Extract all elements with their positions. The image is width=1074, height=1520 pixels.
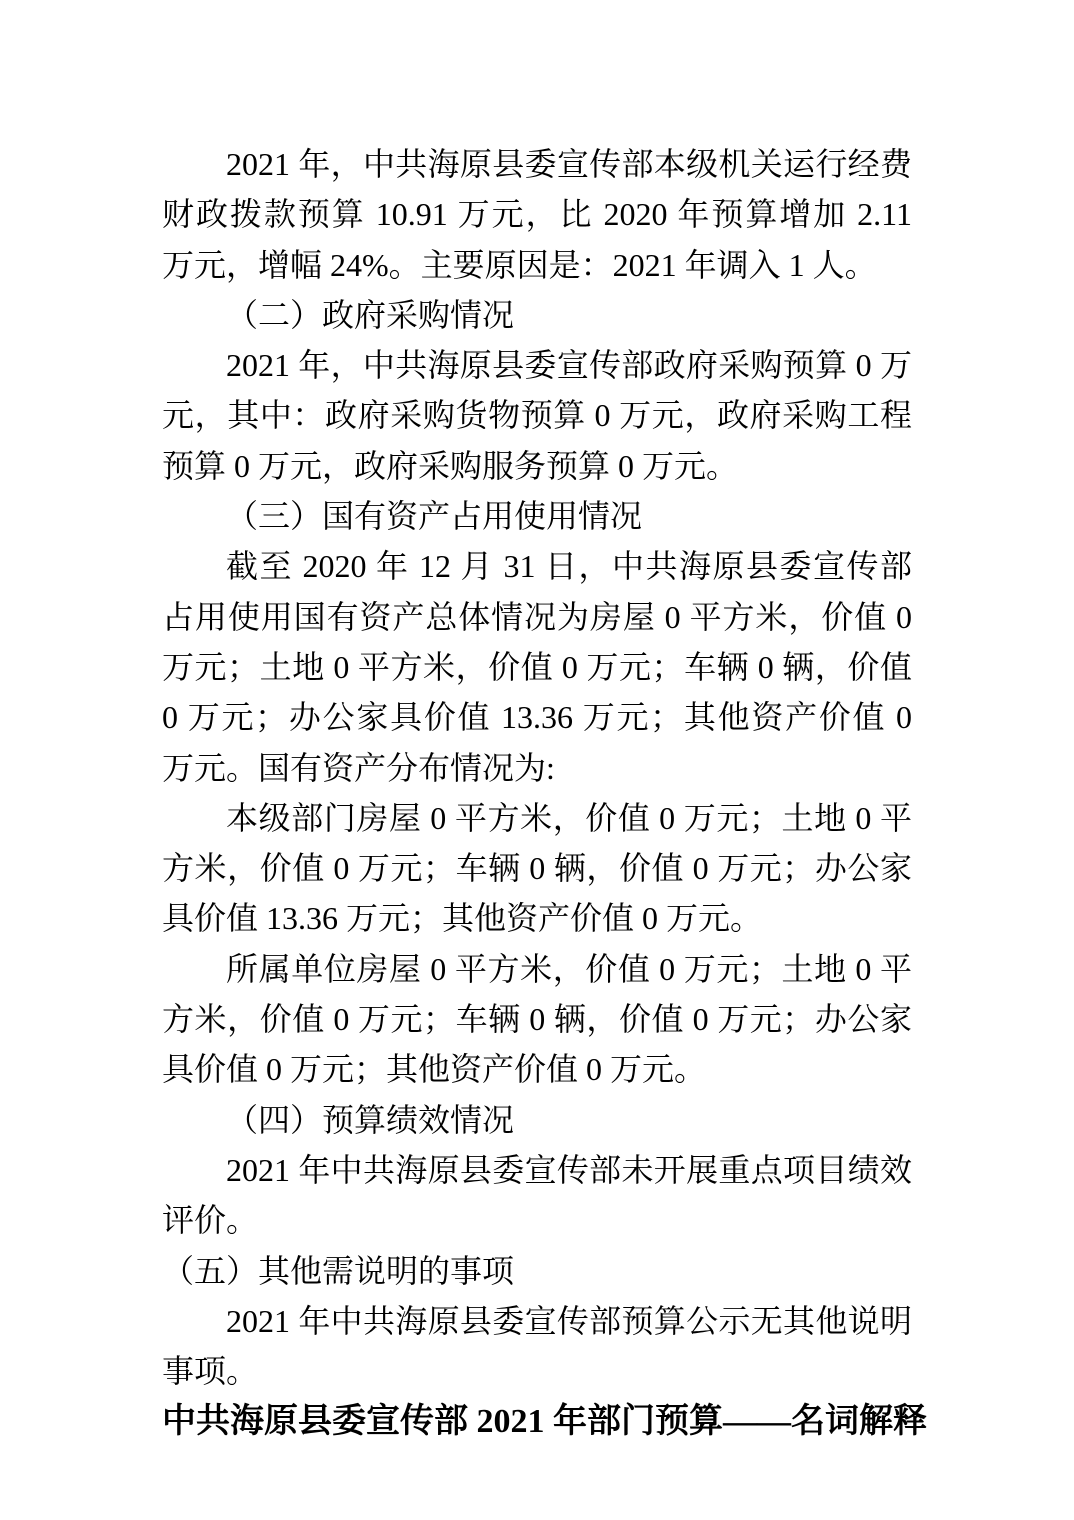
section-heading-budget-performance: （四）预算绩效情况 <box>226 1101 515 1138</box>
section-heading-state-assets: （三）国有资产占用使用情况 <box>226 498 643 535</box>
para-assets-subordinate-units: 所属单位房屋 0 平方米，价值 0 万元；土地 0 平方米，价值 0 万元；车辆 0 辆，价值 0 万元；办公家具价值 0 万元；其他资产价值 0 万元。 <box>162 950 912 1088</box>
closing-title: 中共海原县委宣传部 2021 年部门预算——名词解释 <box>162 1403 927 1441</box>
para-state-assets-overview: 截至 2020 年 12 月 31 日，中共海原县委宣传部占用使用国有资产总体情况为房屋 0 平方米，价值 0 万元；土地 0 平方米，价值 0 万元；车辆 0 辆，价值 0 万元；办公家具价值 13.36 万元；其他资产价值 0 万元。国有资产分布情况为: <box>162 548 912 786</box>
para-government-procurement: 2021 年，中共海原县委宣传部政府采购预算 0 万元，其中：政府采购货物预算 0 万元，政府采购工程预算 0 万元，政府采购服务预算 0 万元。 <box>162 347 912 484</box>
para-assets-department-level: 本级部门房屋 0 平方米，价值 0 万元；土地 0 平方米，价值 0 万元；车辆 0 辆，价值 0 万元；办公家具价值 13.36 万元；其他资产价值 0 万元。 <box>162 799 912 937</box>
para-operating-expenses: 2021 年，中共海原县委宣传部本级机关运行经费财政拨款预算 10.91 万元，比 2020 年预算增加 2.11 万元，增幅 24%。主要原因是：2021 年调入 1 人。 <box>162 146 912 283</box>
para-budget-performance: 2021 年中共海原县委宣传部未开展重点项目绩效评价。 <box>162 1151 912 1239</box>
section-heading-other-matters: （五）其他需说明的事项 <box>162 1252 515 1289</box>
para-other-matters: 2021 年中共海原县委宣传部预算公示无其他说明事项。 <box>162 1302 912 1390</box>
page-content <box>162 139 927 1448</box>
section-heading-government-procurement: （二）政府采购情况 <box>226 296 515 333</box>
